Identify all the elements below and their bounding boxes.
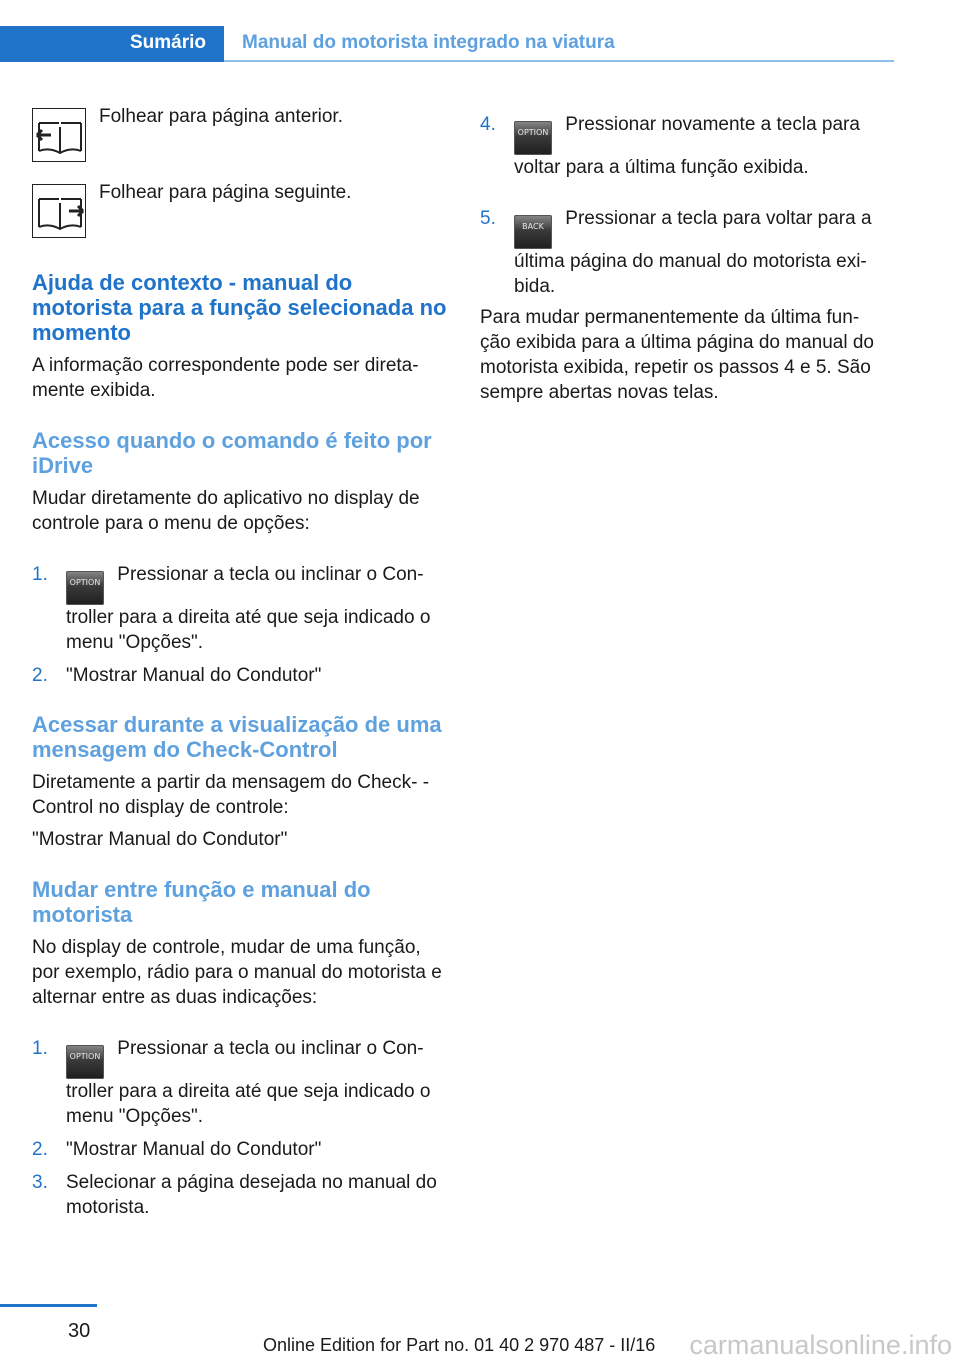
para-switch-function: No display de controle, mudar de uma função, por exemplo, rádio para o manual do motorista e alternar entre as duas indicações: [32,937,442,1008]
para-idrive-access: Mudar diretamente do aplicativo no display de controle para o menu de opções: [32,488,420,534]
para-context-help: A informação correspondente pode ser direta‐ mente exibida. [32,355,419,401]
step-text: Pressionar a tecla ou inclinar o Con‐ troller para a direita até que seja indicado o menu "Opções". [66,564,431,653]
header-tab-summary[interactable]: Sumário [0,26,224,62]
list-item [32,1170,452,1220]
para-check-control-1: Diretamente a partir da mensagem do Check- -Control no display de controle: [32,772,430,818]
list-item [480,206,892,299]
book-next-page-icon [32,184,86,238]
option-key-icon: OPTION [514,121,552,155]
watermark: carmanualsonline.info [689,1330,952,1360]
step-number: 4. [480,114,496,135]
step-text: Selecionar a página desejada no manual do motorista. [66,1172,437,1218]
header-rule [224,60,894,62]
step-text: Pressionar a tecla para voltar para a última página do manual do motorista exi‐ bida. [514,208,872,297]
list-item [32,562,452,655]
list-item [32,1036,452,1129]
step-text: "Mostrar Manual do Condutor" [66,1139,322,1160]
step-text: Pressionar a tecla ou inclinar o Con‐ troller para a direita até que seja indicado o menu "Opções". [66,1038,431,1127]
page-number: 30 [68,1320,91,1342]
option-key-icon: OPTION [66,1045,104,1079]
heading-switch-function: Mudar entre função e manual do motorista [32,877,371,927]
prev-page-text: Folhear para página anterior. [99,106,343,127]
left-column [32,100,452,1220]
list-item [32,663,452,688]
next-page-row [32,176,452,252]
list-item [480,100,892,180]
right-column [480,100,892,405]
step-number: 1. [32,1038,48,1059]
step-number: 2. [32,1139,48,1160]
step-number: 2. [32,665,48,686]
prev-page-row [32,100,452,176]
option-key-icon: OPTION [66,571,104,605]
step-number: 5. [480,208,496,229]
step-text: Pressionar novamente a tecla para voltar para a última função exibida. [514,114,860,178]
step-number: 3. [32,1172,48,1193]
steps-switch [32,1036,452,1220]
book-previous-page-icon [32,108,86,162]
footer-rule [0,1304,97,1307]
para-permanent-switch: Para mudar permanentemente da última fun‐ ção exibida para a última página do manual do motorista exibida, repetir os passos 4 e 5. São sempre abertas novas telas. [480,307,874,403]
heading-context-help: Ajuda de contexto - manual do motorista para a função selecionada no momento [32,270,447,345]
step-text: "Mostrar Manual do Condutor" [66,665,322,686]
step-number: 1. [32,564,48,585]
steps-idrive [32,562,452,688]
list-item [32,1137,452,1162]
edition-text: Online Edition for Part no. 01 40 2 970 487 - II/16 [263,1335,656,1355]
heading-check-control: Acessar durante a visualização de uma mensagem do Check-Control [32,712,442,762]
next-page-text: Folhear para página seguinte. [99,182,352,203]
heading-idrive-access: Acesso quando o comando é feito por iDrive [32,428,432,478]
header-title[interactable]: Manual do motorista integrado na viatura [242,32,615,53]
back-key-icon: BACK [514,215,552,249]
para-check-control-2: "Mostrar Manual do Condutor" [32,829,288,850]
steps-right [480,100,892,299]
